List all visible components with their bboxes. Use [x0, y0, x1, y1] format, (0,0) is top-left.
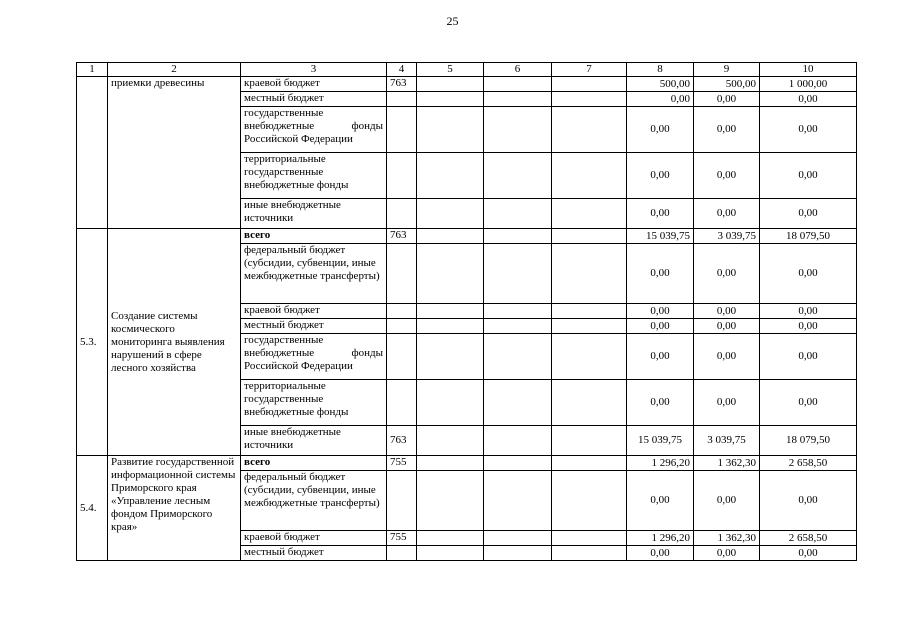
- value-cell: 0,00: [760, 199, 857, 229]
- source-line: государственные: [244, 107, 324, 119]
- section-number: [77, 77, 108, 229]
- empty-cell: [552, 456, 627, 471]
- value-cell: 0,00: [694, 319, 760, 334]
- source-line: Российской Федерации: [244, 133, 353, 145]
- empty-cell: [417, 426, 484, 456]
- source-cell: территориальные государственные внебюджетные фонды: [241, 153, 387, 199]
- empty-cell: [484, 426, 552, 456]
- source-cell: краевой бюджет: [241, 77, 387, 92]
- empty-cell: [484, 153, 552, 199]
- code-cell: [387, 380, 417, 426]
- value-cell: 1 000,00: [760, 77, 857, 92]
- section-number: 5.3.: [77, 229, 108, 456]
- value-cell: 0,00: [627, 92, 694, 107]
- value-cell: 0,00: [694, 334, 760, 380]
- empty-cell: [552, 244, 627, 304]
- empty-cell: [484, 471, 552, 531]
- empty-cell: [552, 107, 627, 153]
- table-row: [77, 229, 857, 244]
- header-cell: 7: [552, 63, 627, 77]
- empty-cell: [484, 199, 552, 229]
- source-word: фонды: [351, 120, 383, 132]
- source-cell: краевой бюджет: [241, 304, 387, 319]
- value-cell: 0,00: [760, 304, 857, 319]
- source-line: Российской Федерации: [244, 360, 353, 372]
- empty-cell: [417, 546, 484, 561]
- header-cell: 4: [387, 63, 417, 77]
- table-row: [77, 77, 857, 92]
- empty-cell: [552, 334, 627, 380]
- empty-cell: [484, 319, 552, 334]
- value-cell: 0,00: [627, 319, 694, 334]
- value-cell: 0,00: [627, 471, 694, 531]
- empty-cell: [552, 77, 627, 92]
- code-cell: [387, 107, 417, 153]
- value-cell: 0,00: [760, 546, 857, 561]
- value-cell: 0,00: [760, 153, 857, 199]
- empty-cell: [552, 229, 627, 244]
- value-cell: 18 079,50: [760, 426, 857, 456]
- empty-cell: [484, 107, 552, 153]
- code-cell: [387, 319, 417, 334]
- code-cell: [387, 153, 417, 199]
- program-title: Создание системы космического мониторинга выявления нарушений в сфере лесного хозяйства: [108, 229, 241, 456]
- value-cell: 15 039,75: [627, 229, 694, 244]
- empty-cell: [552, 319, 627, 334]
- empty-cell: [484, 334, 552, 380]
- code-cell: [387, 244, 417, 304]
- empty-cell: [484, 92, 552, 107]
- empty-cell: [417, 471, 484, 531]
- value-cell: 15 039,75: [627, 426, 694, 456]
- source-cell: федеральный бюджет (субсидии, субвенции, иные межбюджетные трансферты): [241, 244, 387, 304]
- header-cell: 8: [627, 63, 694, 77]
- code-cell: [387, 199, 417, 229]
- empty-cell: [417, 199, 484, 229]
- empty-cell: [417, 319, 484, 334]
- source-cell: всего: [241, 456, 387, 471]
- source-cell: [241, 334, 387, 380]
- header-cell: 9: [694, 63, 760, 77]
- empty-cell: [484, 531, 552, 546]
- empty-cell: [484, 456, 552, 471]
- value-cell: 500,00: [694, 77, 760, 92]
- value-cell: 0,00: [760, 334, 857, 380]
- header-cell: 2: [108, 63, 241, 77]
- value-cell: 0,00: [760, 471, 857, 531]
- program-title: приемки древесины: [108, 77, 241, 229]
- empty-cell: [417, 244, 484, 304]
- value-cell: 1 362,30: [694, 456, 760, 471]
- code-cell: [387, 92, 417, 107]
- source-cell: территориальные государственные внебюджетные фонды: [241, 380, 387, 426]
- empty-cell: [552, 380, 627, 426]
- header-cell: 3: [241, 63, 387, 77]
- value-cell: 0,00: [627, 199, 694, 229]
- source-line: государственные: [244, 334, 324, 346]
- source-word: фонды: [351, 347, 383, 359]
- value-cell: 0,00: [694, 244, 760, 304]
- empty-cell: [552, 531, 627, 546]
- code-cell: 755: [387, 531, 417, 546]
- empty-cell: [417, 92, 484, 107]
- value-cell: 1 296,20: [627, 531, 694, 546]
- empty-cell: [484, 380, 552, 426]
- source-cell: федеральный бюджет (субсидии, субвенции, иные межбюджетные трансферты): [241, 471, 387, 531]
- section-number: 5.4.: [77, 456, 108, 561]
- value-cell: 2 658,50: [760, 456, 857, 471]
- value-cell: 0,00: [760, 92, 857, 107]
- empty-cell: [417, 456, 484, 471]
- source-cell: местный бюджет: [241, 319, 387, 334]
- header-cell: 5: [417, 63, 484, 77]
- code-cell: 763: [387, 426, 417, 456]
- value-cell: 0,00: [627, 304, 694, 319]
- code-cell: 763: [387, 77, 417, 92]
- value-cell: 1 296,20: [627, 456, 694, 471]
- value-cell: 0,00: [760, 380, 857, 426]
- empty-cell: [552, 426, 627, 456]
- value-cell: 0,00: [694, 546, 760, 561]
- value-cell: 2 658,50: [760, 531, 857, 546]
- value-cell: 1 362,30: [694, 531, 760, 546]
- value-cell: 0,00: [694, 471, 760, 531]
- code-cell: 755: [387, 456, 417, 471]
- empty-cell: [417, 380, 484, 426]
- value-cell: 0,00: [694, 304, 760, 319]
- code-cell: [387, 471, 417, 531]
- header-cell: 1: [77, 63, 108, 77]
- value-cell: 500,00: [627, 77, 694, 92]
- source-cell: всего: [241, 229, 387, 244]
- empty-cell: [484, 304, 552, 319]
- source-line-justified: [244, 347, 383, 360]
- page-number: 25: [446, 14, 459, 28]
- code-cell: [387, 304, 417, 319]
- source-word: внебюджетные: [244, 120, 315, 132]
- value-cell: 0,00: [694, 92, 760, 107]
- budget-table: [76, 62, 857, 561]
- source-line-justified: [244, 120, 383, 133]
- code-cell: 763: [387, 229, 417, 244]
- empty-cell: [417, 107, 484, 153]
- source-cell: [241, 107, 387, 153]
- value-cell: 0,00: [627, 334, 694, 380]
- source-cell: краевой бюджет: [241, 531, 387, 546]
- value-cell: 0,00: [627, 546, 694, 561]
- empty-cell: [417, 153, 484, 199]
- source-cell: местный бюджет: [241, 92, 387, 107]
- empty-cell: [417, 304, 484, 319]
- empty-cell: [484, 229, 552, 244]
- code-cell: [387, 546, 417, 561]
- value-cell: 0,00: [627, 153, 694, 199]
- program-title: Развитие государственной информационной системы Приморского края «Управление лесным фондом Приморского края»: [108, 456, 241, 561]
- header-row: [77, 63, 857, 77]
- header-cell: 6: [484, 63, 552, 77]
- value-cell: 0,00: [627, 380, 694, 426]
- value-cell: 0,00: [627, 244, 694, 304]
- source-word: внебюджетные: [244, 347, 315, 359]
- value-cell: 0,00: [694, 380, 760, 426]
- value-cell: 3 039,75: [694, 426, 760, 456]
- empty-cell: [484, 77, 552, 92]
- code-cell: [387, 334, 417, 380]
- empty-cell: [484, 546, 552, 561]
- empty-cell: [552, 471, 627, 531]
- value-cell: 0,00: [760, 107, 857, 153]
- source-cell: иные внебюджетные источники: [241, 426, 387, 456]
- table-row: [77, 456, 857, 471]
- source-cell: иные внебюджетные источники: [241, 199, 387, 229]
- value-cell: 0,00: [760, 244, 857, 304]
- empty-cell: [552, 304, 627, 319]
- empty-cell: [417, 531, 484, 546]
- empty-cell: [552, 153, 627, 199]
- empty-cell: [417, 77, 484, 92]
- header-cell: 10: [760, 63, 857, 77]
- empty-cell: [552, 546, 627, 561]
- empty-cell: [417, 229, 484, 244]
- value-cell: 0,00: [694, 153, 760, 199]
- value-cell: 18 079,50: [760, 229, 857, 244]
- value-cell: 3 039,75: [694, 229, 760, 244]
- value-cell: 0,00: [627, 107, 694, 153]
- value-cell: 0,00: [694, 199, 760, 229]
- empty-cell: [552, 199, 627, 229]
- value-cell: 0,00: [694, 107, 760, 153]
- value-cell: 0,00: [760, 319, 857, 334]
- empty-cell: [552, 92, 627, 107]
- source-cell: местный бюджет: [241, 546, 387, 561]
- empty-cell: [484, 244, 552, 304]
- empty-cell: [417, 334, 484, 380]
